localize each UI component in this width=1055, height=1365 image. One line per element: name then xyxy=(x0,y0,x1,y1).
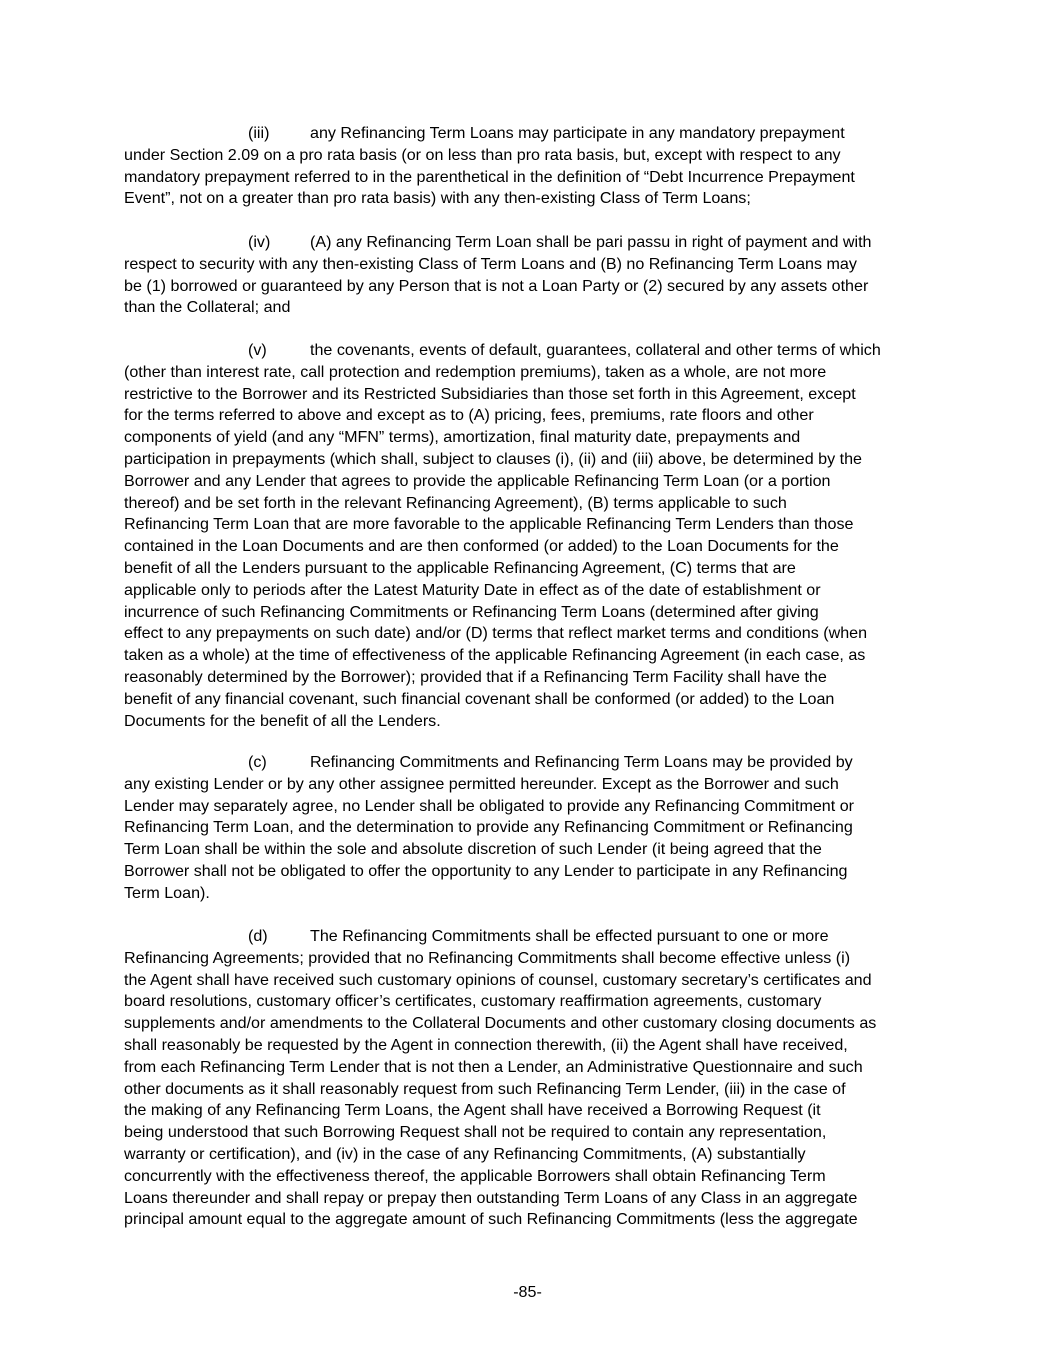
line-text: supplements and/or amendments to the Collateral Documents and other customary closing documents as xyxy=(124,1014,877,1033)
paragraph-line xyxy=(124,926,924,948)
paragraph-line xyxy=(124,580,924,602)
paragraph-iv xyxy=(124,232,924,319)
paragraph-line xyxy=(124,645,924,667)
line-text: Refinancing Term Loan that are more favorable to the applicable Refinancing Term Lenders than those xyxy=(124,515,854,534)
line-text: taken as a whole) at the time of effectiveness of the applicable Refinancing Agreement (in each case, as xyxy=(124,646,866,665)
paragraph-line xyxy=(124,1079,924,1101)
paragraph-line xyxy=(124,970,924,992)
line-text: contained in the Loan Documents and are then conformed (or added) to the Loan Documents for the xyxy=(124,537,839,556)
line-text: any existing Lender or by any other assignee permitted hereunder. Except as the Borrower and such xyxy=(124,774,839,793)
paragraph-v xyxy=(124,340,924,732)
paragraph-line xyxy=(124,232,924,254)
paragraph-line xyxy=(124,689,924,711)
line-text: Term Loan). xyxy=(124,883,210,902)
paragraph-line xyxy=(124,405,924,427)
line-text: Refinancing Agreements; provided that no Refinancing Commitments shall become effective unless (i) xyxy=(124,948,851,967)
line-text: benefit of all the Lenders pursuant to the applicable Refinancing Agreement, (C) terms that are xyxy=(124,558,796,577)
paragraph-line xyxy=(124,340,924,362)
paragraph-line xyxy=(124,471,924,493)
line-text: Documents for the benefit of all the Lenders. xyxy=(124,711,441,730)
paragraph-enumerator: (d) xyxy=(248,927,268,945)
line-text: any Refinancing Term Loans may participate in any mandatory prepayment xyxy=(310,124,845,142)
paragraph-line xyxy=(124,167,924,189)
paragraph-line xyxy=(124,948,924,970)
paragraph-line xyxy=(124,839,924,861)
line-text: the covenants, events of default, guarantees, collateral and other terms of which xyxy=(310,341,881,359)
paragraph-line xyxy=(124,1100,924,1122)
line-text: Borrower shall not be obligated to offer the opportunity to any Lender to participate in any Refinancing xyxy=(124,861,848,880)
line-text: mandatory prepayment referred to in the parenthetical in the definition of “Debt Incurrence Prepayment xyxy=(124,167,855,186)
paragraph-line xyxy=(124,362,924,384)
paragraph-line xyxy=(124,883,924,905)
paragraph-line xyxy=(124,796,924,818)
line-text: reasonably determined by the Borrower); provided that if a Refinancing Term Facility shall have the xyxy=(124,667,827,686)
paragraph-line xyxy=(124,623,924,645)
line-text: Borrower and any Lender that agrees to provide the applicable Refinancing Term Loan (or a portion xyxy=(124,471,831,490)
paragraph-line xyxy=(124,449,924,471)
line-text: restrictive to the Borrower and its Restricted Subsidiaries than those set forth in this Agreement, except xyxy=(124,384,856,403)
paragraph-line xyxy=(124,123,924,145)
line-text: from each Refinancing Term Lender that is not then a Lender, an Administrative Questionnaire and such xyxy=(124,1057,863,1076)
paragraph-line xyxy=(124,711,924,733)
paragraph-line xyxy=(124,254,924,276)
paragraph-line xyxy=(124,427,924,449)
line-text: Event”, not on a greater than pro rata basis) with any then-existing Class of Term Loans; xyxy=(124,189,751,208)
paragraph-line xyxy=(124,1122,924,1144)
paragraph-line xyxy=(124,667,924,689)
paragraph-line xyxy=(124,276,924,298)
paragraph-line xyxy=(124,297,924,319)
paragraph-line xyxy=(124,1035,924,1057)
paragraph-c xyxy=(124,752,924,905)
line-text: for the terms referred to above and except as to (A) pricing, fees, premiums, rate floors and other xyxy=(124,406,814,425)
line-text: shall reasonably be requested by the Agent in connection therewith, (ii) the Agent shall have received, xyxy=(124,1035,848,1054)
paragraph-line xyxy=(124,1144,924,1166)
line-text: The Refinancing Commitments shall be effected pursuant to one or more xyxy=(310,927,829,945)
paragraph-line xyxy=(124,1188,924,1210)
line-text: principal amount equal to the aggregate amount of such Refinancing Commitments (less the aggregate xyxy=(124,1210,858,1229)
line-text: Term Loan shall be within the sole and absolute discretion of such Lender (it being agreed that the xyxy=(124,840,822,859)
paragraph-line xyxy=(124,536,924,558)
paragraph-line xyxy=(124,991,924,1013)
line-text: than the Collateral; and xyxy=(124,298,291,317)
paragraph-enumerator: (iii) xyxy=(248,124,270,142)
paragraph-d xyxy=(124,926,924,1231)
line-text: concurrently with the effectiveness thereof, the applicable Borrowers shall obtain Refinancing Term xyxy=(124,1166,826,1185)
paragraph-line xyxy=(124,752,924,774)
line-text: thereof) and be set forth in the relevant Refinancing Agreement), (B) terms applicable to such xyxy=(124,493,787,512)
paragraph-line xyxy=(124,384,924,406)
paragraph-enumerator: (v) xyxy=(248,341,267,359)
line-text: under Section 2.09 on a pro rata basis (or on less than pro rata basis, but, except with respect to any xyxy=(124,145,841,164)
page-number: -85- xyxy=(513,1283,542,1301)
line-text: being understood that such Borrowing Request shall not be required to contain any representation, xyxy=(124,1123,827,1142)
line-text: board resolutions, customary officer’s certificates, customary reaffirmation agreements, customary xyxy=(124,992,822,1011)
line-text: the making of any Refinancing Term Loans, the Agent shall have received a Borrowing Request (it xyxy=(124,1101,821,1120)
line-text: warranty or certification), and (iv) in the case of any Refinancing Commitments, (A) substantially xyxy=(124,1144,806,1163)
paragraph-line xyxy=(124,861,924,883)
line-text: Lender may separately agree, no Lender shall be obligated to provide any Refinancing Commitment or xyxy=(124,796,855,815)
paragraph-line xyxy=(124,558,924,580)
paragraph-line xyxy=(124,1209,924,1231)
paragraph-line xyxy=(124,514,924,536)
paragraph-line xyxy=(124,602,924,624)
paragraph-line xyxy=(124,188,924,210)
line-text: respect to security with any then-existing Class of Term Loans and (B) no Refinancing Term Loans may xyxy=(124,254,857,273)
line-text: participation in prepayments (which shall, subject to clauses (i), (ii) and (iii) above, be determined by the xyxy=(124,449,862,468)
paragraph-iii xyxy=(124,123,924,210)
line-text: (other than interest rate, call protection and redemption premiums), taken as a whole, are not more xyxy=(124,362,827,381)
paragraph-line xyxy=(124,774,924,796)
line-text: Refinancing Commitments and Refinancing Term Loans may be provided by xyxy=(310,753,853,771)
paragraph-line xyxy=(124,1166,924,1188)
paragraph-enumerator: (iv) xyxy=(248,233,271,251)
paragraph-line xyxy=(124,1013,924,1035)
line-text: components of yield (and any “MFN” terms), amortization, final maturity date, prepayments and xyxy=(124,428,801,447)
line-text: applicable only to periods after the Latest Maturity Date in effect as of the date of establishment or xyxy=(124,580,821,599)
line-text: Loans thereunder and shall repay or prepay then outstanding Term Loans of any Class in an aggregate xyxy=(124,1188,858,1207)
line-text: effect to any prepayments on such date) and/or (D) terms that reflect market terms and conditions (when xyxy=(124,624,868,643)
line-text: benefit of any financial covenant, such financial covenant shall be conformed (or added) to the Loan xyxy=(124,689,835,708)
line-text: (A) any Refinancing Term Loan shall be pari passu in right of payment and with xyxy=(310,233,872,251)
line-text: incurrence of such Refinancing Commitments or Refinancing Term Loans (determined after giving xyxy=(124,602,819,621)
paragraph-line xyxy=(124,145,924,167)
line-text: Refinancing Term Loan, and the determination to provide any Refinancing Commitment or Refinancing xyxy=(124,818,853,837)
line-text: be (1) borrowed or guaranteed by any Person that is not a Loan Party or (2) secured by any assets other xyxy=(124,276,869,295)
paragraph-line xyxy=(124,1057,924,1079)
paragraph-enumerator: (c) xyxy=(248,753,267,771)
paragraph-line xyxy=(124,493,924,515)
paragraph-line xyxy=(124,817,924,839)
line-text: the Agent shall have received such customary opinions of counsel, customary secretary’s certificates and xyxy=(124,970,872,989)
line-text: other documents as it shall reasonably request from such Refinancing Term Lender, (iii) in the case of xyxy=(124,1079,846,1098)
